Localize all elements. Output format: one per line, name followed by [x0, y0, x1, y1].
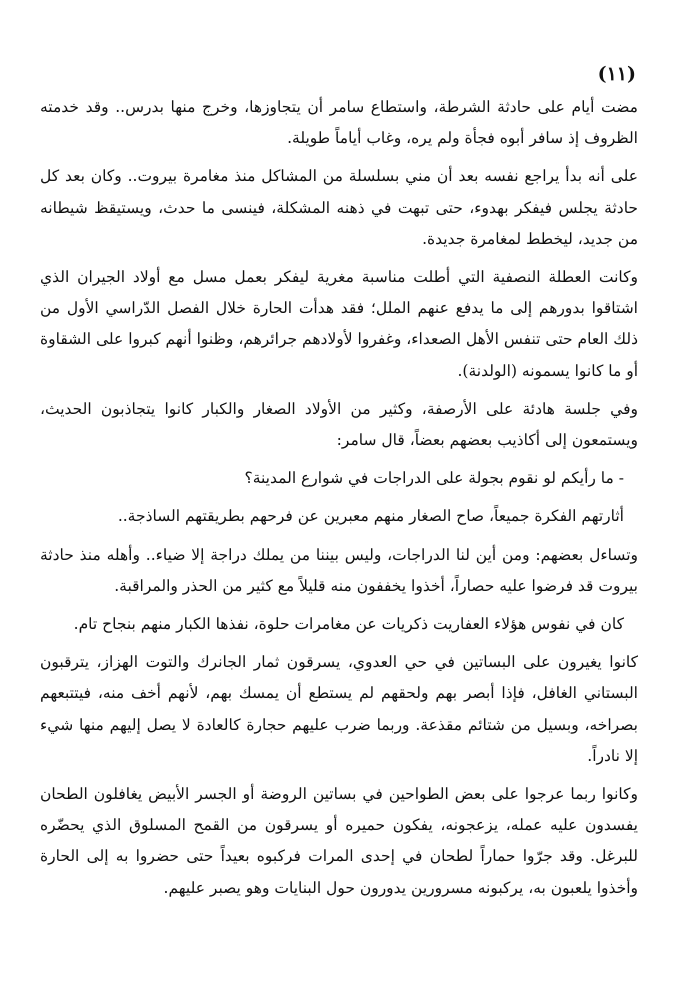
paragraph: وفي جلسة هادئة على الأرصفة، وكثير من الأولاد الصغار والكبار كانوا يتجاذبون الحديث، ويستمعون إلى أكاذيب بعضهم بعضاً، قال سامر: [40, 399, 638, 450]
chapter-number: (١١) [597, 63, 636, 85]
paragraph: وكانت العطلة النصفية التي أطلت مناسبة مغرية ليفكر بعمل مسل مع أولاد الجيران الذي اشتاقوا بدورهم إلى ما يدفع عنهم الملل؛ فقد هدأت الحارة خلال الفصل الدّراسي الأول من ذلك العام حتى تنفس الأهل الصعداء، وغفروا لأولادهم جرائرهم، وظنوا أنهم كبروا على الشقاوة أو ما كانوا يسمونه (الولدنة). [40, 268, 638, 380]
dialogue-line: - ما رأيكم لو نقوم بجولة على الدراجات في شوارع المدينة؟ [244, 469, 624, 488]
paragraph: كانوا يغيرون على البساتين في حي العدوي، يسرقون ثمار الجانرك والتوت الهزاز، يترقبون البستاني الغافل، فإذا أبصر بهم ولحقهم لم يستطع أن يمسك بهم، لأنهم أخف منه، فيتتبعهم بصراخه، وبسيل من شتائم مقذعة. وربما ضرب عليهم حجارة كالعادة لا يصل إليهم منها شيء إلا نادراً. [40, 653, 638, 765]
paragraph: على أنه بدأ يراجع نفسه بعد أن مني بسلسلة من المشاكل منذ مغامرة بيروت.. وكان بعد كل حادثة يجلس فيفكر بهدوء، حتى تبهت في ذهنه المشكلة، فينسى ما حدث، ويستيقظ شيطانه من جديد، ليخطط لمغامرة جديدة. [40, 167, 638, 248]
paragraph: مضت أيام على حادثة الشرطة، واستطاع سامر أن يتجاوزها، وخرج منها بدرس.. وقد خدمته الظروف إذ سافر أبوه فجأة ولم يره، وغاب أياماً طويلة. [40, 98, 638, 148]
paragraph: أثارتهم الفكرة جميعاً، صاح الصغار منهم معبرين عن فرحهم بطريقتهم الساذجة.. [117, 507, 624, 526]
paragraph: وتساءل بعضهم: ومن أين لنا الدراجات، وليس بيننا من يملك دراجة إلا ضياء.. وأهله منذ حادثة بيروت قد فرضوا عليه حصاراً، أخذوا يخففون منه قليلاً مع كثير من الحذر والمراقبة. [40, 545, 638, 595]
paragraph: وكانوا ربما عرجوا على بعض الطواحين في بساتين الروضة أو الجسر الأبيض يغافلون الطحان يفسدون عليه عمله، يزعجونه، يفكون حميره أو يسرقون من القمح المسلوق الذي يحضّره للبرغل. وقد جرّوا حماراً لطحان في إحدى المرات فركبوه بعيداً حتى حضروا به إلى الحارة وأخذوا يلعبون به، يركبونه مسرورين يدورون حول البنايات وهو يصبر عليهم. [40, 785, 638, 897]
body-text [40, 92, 638, 904]
paragraph: كان في نفوس هؤلاء العفاريت ذكريات عن مغامرات حلوة، نفذها الكبار منهم بنجاح تام. [73, 615, 624, 634]
